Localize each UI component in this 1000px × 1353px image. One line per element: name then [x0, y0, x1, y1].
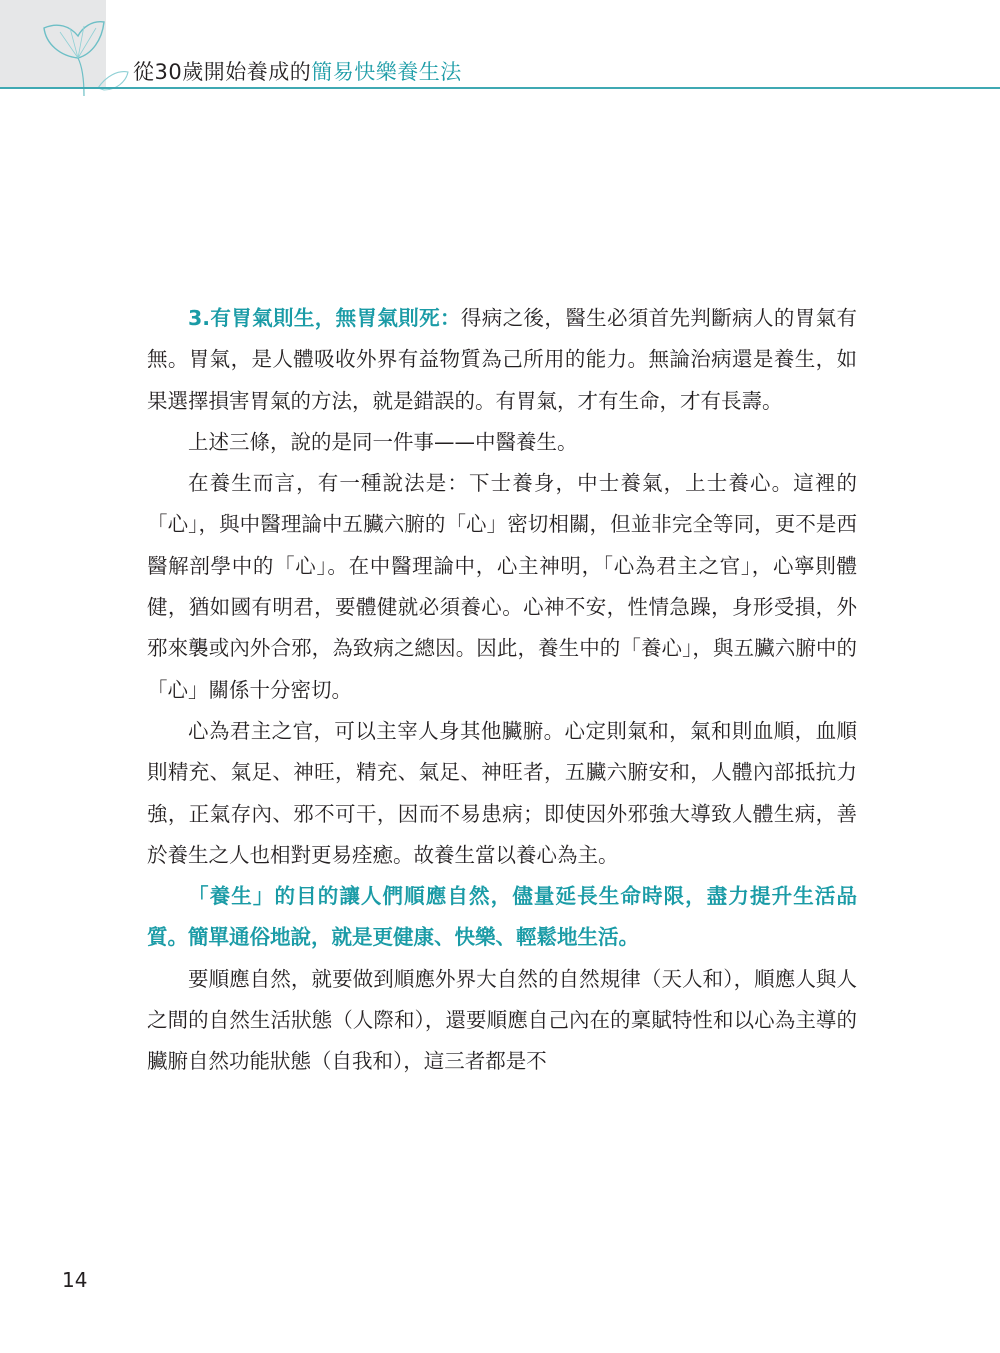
header-rule: [0, 87, 1000, 89]
paragraph-2: 上述三條，說的是同一件事——中醫養生。: [188, 429, 578, 454]
paragraph-1-text: 得病之後，醫生必須首先判斷病人的胃氣有無。胃氣，是人體吸收外界有益物質為己所用的能力。無論治病還是養生，如果選擇損害胃氣的方法，就是錯誤的。有胃氣，才有生命，才有長壽。: [147, 306, 857, 413]
paragraph-3: 在養生而言，有一種說法是：下士養身，中士養氣，上士養心。這裡的「心」，與中醫理論中五臟六腑的「心」密切相關，但並非完全等同，更不是西醫解剖學中的「心」。在中醫理論中，心主神明，「心為君主之官」，心寧則體健，猶如國有明君，要體健就必須養心。心神不安，性情急躁，身形受損，外邪來襲或內外合邪，為致病之總因。因此，養生中的「養心」，與五臟六腑中的「心」關係十分密切。: [147, 471, 857, 702]
ginkgo-leaf-icon: [40, 18, 130, 98]
paragraph-6: 要順應自然，就要做到順應外界大自然的自然規律（天人和），順應人與人之間的自然生活狀態（人際和），還要順應自己內在的稟賦特性和以心為主導的臟腑自然功能狀態（自我和），這三者都是不: [147, 966, 857, 1074]
paragraph-4: 心為君主之官，可以主宰人身其他臟腑。心定則氣和，氣和則血順，血順則精充、氣足、神旺，精充、氣足、神旺者，五臟六腑安和，人體內部抵抗力強，正氣存內、邪不可干，因而不易患病；即使因外邪強大導致人體生病，善於養生之人也相對更易痊癒。故養生當以養心為主。: [147, 718, 857, 867]
body-text: [147, 298, 857, 1083]
highlight-paragraph: 「養生」的目的讓人們順應自然，儘量延長生命時限，盡力提升生活品質。簡單通俗地說，就是更健康、快樂、輕鬆地生活。: [147, 884, 857, 950]
page-number: 14: [62, 1268, 88, 1292]
title-part-2: 簡易快樂養生法: [311, 60, 462, 84]
title-part-1: 從30歲開始養成的: [133, 60, 312, 84]
paragraph-1: [147, 298, 857, 422]
running-header-title: [133, 58, 462, 86]
paragraph-1-heading: 3.有胃氣則生，無胃氣則死：: [188, 306, 461, 330]
